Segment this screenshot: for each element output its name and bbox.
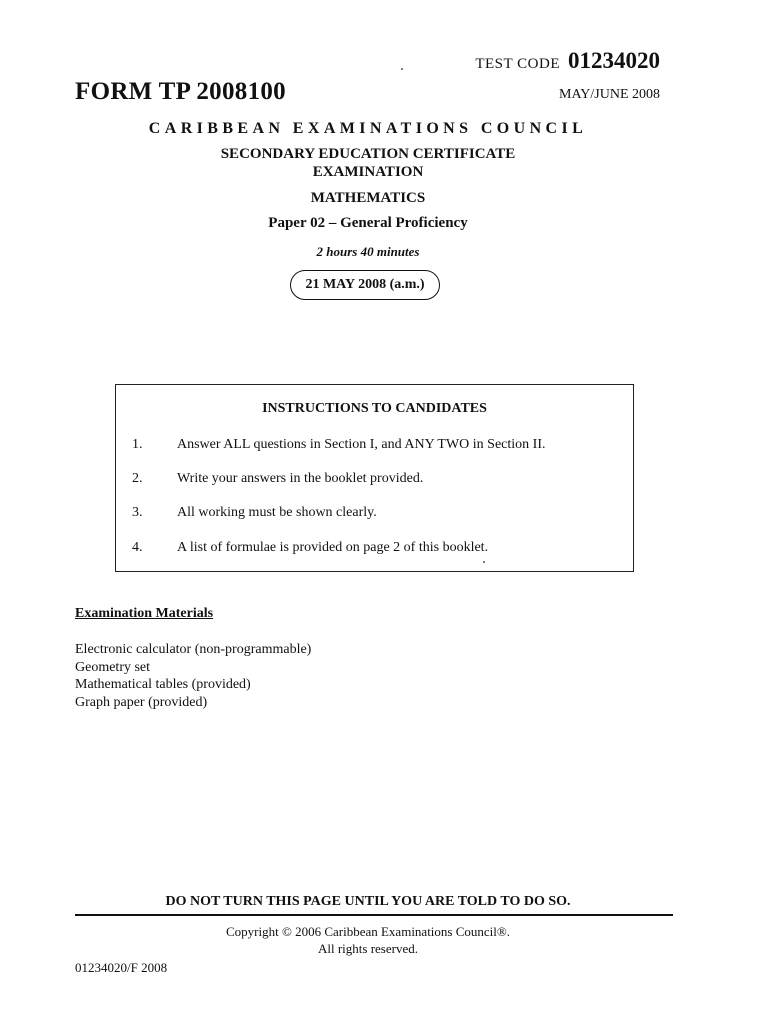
material-item: Electronic calculator (non-programmable) — [75, 642, 312, 657]
exam-name-line2: EXAMINATION — [312, 164, 424, 180]
instruction-number: 3. — [132, 505, 143, 520]
material-item: Geometry set — [75, 659, 151, 675]
material-item: Graph paper (provided) — [75, 694, 208, 710]
copyright-notice — [0, 923, 736, 957]
instruction-number: 4. — [132, 540, 143, 555]
exam-date-badge: 21 MAY 2008 (a.m.) — [290, 270, 440, 300]
exam-duration: 2 hours 40 minutes — [316, 244, 420, 259]
footer-divider — [75, 914, 673, 916]
footer-paper-code: 01234020/F 2008 — [75, 960, 168, 975]
instruction-number: 2. — [132, 471, 143, 486]
scan-speck — [401, 68, 403, 70]
material-item: Mathematical tables (provided) — [75, 677, 251, 692]
test-code-label: TEST CODE — [475, 56, 560, 72]
instruction-text: A list of formulae is provided on page 2 of this booklet. — [177, 540, 489, 555]
copyright-line: Copyright © 2006 Caribbean Examinations Council®. — [225, 924, 511, 939]
scan-speck — [483, 561, 485, 563]
instructions-title: INSTRUCTIONS TO CANDIDATES — [262, 401, 487, 416]
instruction-text: All working must be shown clearly. — [177, 505, 377, 520]
exam-name-line1: SECONDARY EDUCATION CERTIFICATE — [220, 146, 516, 162]
exam-session: MAY/JUNE 2008 — [559, 87, 660, 102]
test-code-row — [475, 48, 660, 74]
instruction-text: Write your answers in the booklet provided. — [177, 471, 424, 486]
materials-list — [75, 641, 311, 711]
instruction-number: 1. — [132, 437, 143, 452]
paper-title: Paper 02 – General Proficiency — [268, 215, 468, 231]
do-not-turn-warning: DO NOT TURN THIS PAGE UNTIL YOU ARE TOLD TO DO SO. — [165, 894, 571, 909]
council-name: CARIBBEAN EXAMINATIONS COUNCIL — [148, 120, 588, 137]
test-code-value: 01234020 — [568, 48, 660, 73]
materials-title: Examination Materials — [75, 606, 214, 621]
instructions-box — [115, 384, 634, 572]
instruction-text: Answer ALL questions in Section I, and ANY TWO in Section II. — [177, 437, 546, 452]
rights-line: All rights reserved. — [317, 941, 418, 956]
subject-title: MATHEMATICS — [310, 190, 426, 206]
form-number: FORM TP 2008100 — [75, 78, 286, 105]
